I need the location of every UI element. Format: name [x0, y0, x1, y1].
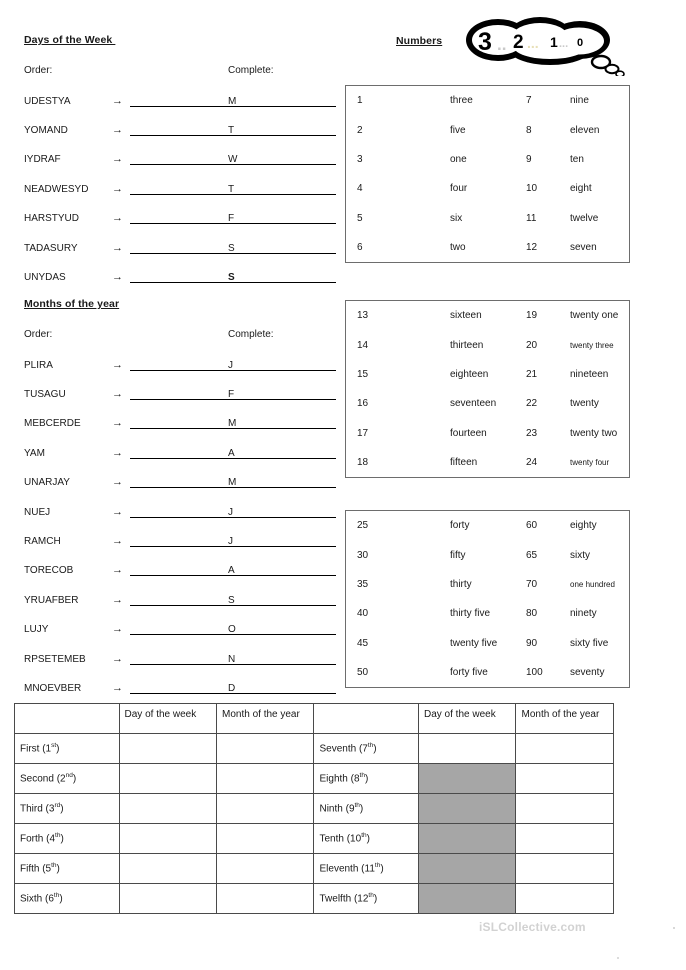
ordinal-answer-month-right[interactable] [516, 794, 614, 824]
ordinals-row [15, 824, 614, 854]
number-word-left: thirty five [450, 608, 491, 620]
month-answer-blank[interactable] [240, 477, 336, 488]
ordinal-answer-month-left[interactable] [217, 854, 314, 884]
ordinal-cell-shaded [419, 854, 516, 884]
number-index-left: 15 [357, 368, 369, 380]
month-answer-blank[interactable] [240, 389, 336, 400]
svg-text:...: ... [559, 38, 569, 50]
ordinal-answer-month-right[interactable] [516, 854, 614, 884]
day-answer-blank[interactable] [240, 184, 336, 195]
ordinals-row [15, 764, 614, 794]
arrow-right-icon: → [112, 358, 123, 371]
ordinals-header-month-of-year-left: Month of the year [217, 704, 314, 734]
number-word-left: thirteen [450, 339, 484, 351]
ordinal-answer-month-left[interactable] [217, 734, 314, 764]
day-row [228, 211, 336, 227]
ordinal-cell-shaded [419, 884, 516, 914]
number-table-row [346, 511, 629, 540]
ordinal-label-right: Twelfth (12th) [314, 884, 419, 914]
number-word-right: seven [570, 242, 597, 254]
day-initial-letter: S [228, 242, 235, 254]
islcollective-watermark: iSLCollective.com [479, 920, 586, 934]
month-scrambled-word: MNOEVBER [24, 682, 82, 694]
number-word-right: eight [570, 183, 592, 195]
ordinals-header-day-of-week-right: Day of the week [419, 704, 516, 734]
month-scrambled-word: RPSETEMEB [24, 653, 86, 665]
number-index-right: 65 [526, 549, 538, 561]
bubble-digit-0: 0 [577, 37, 584, 49]
month-initial-letter: O [228, 624, 236, 636]
day-row [228, 152, 336, 168]
month-row [228, 622, 336, 638]
day-scrambled-word: NEADWESYD [24, 183, 89, 195]
ordinal-answer-day-left[interactable] [119, 854, 216, 884]
month-answer-blank[interactable] [240, 507, 336, 518]
arrow-right-icon: → [112, 387, 123, 400]
arrow-right-icon: → [112, 212, 123, 225]
number-word-right: sixty five [570, 637, 609, 649]
number-word-right: eighty [570, 520, 597, 532]
ordinal-label-left: Sixth (6th) [15, 884, 120, 914]
number-index-right: 24 [526, 457, 538, 469]
numbers-table-25-to-100 [345, 510, 630, 688]
month-row [228, 445, 336, 461]
ordinal-cell-shaded [419, 794, 516, 824]
month-row [228, 680, 336, 696]
heading-months-of-the-year: Months of the year [24, 298, 120, 310]
arrow-right-icon: → [112, 182, 123, 195]
number-word-left: three [450, 95, 473, 107]
month-initial-letter: S [228, 594, 235, 606]
day-initial-letter: T [228, 183, 235, 195]
month-scrambled-word: YRUAFBER [24, 594, 79, 606]
month-answer-blank[interactable] [240, 536, 336, 547]
decorative-dot [617, 957, 619, 959]
ordinals-row [15, 854, 614, 884]
number-index-left: 30 [357, 549, 369, 561]
number-index-right: 11 [526, 212, 537, 224]
number-table-row [346, 360, 629, 389]
number-word-left: five [450, 124, 466, 136]
number-word-left: one [450, 153, 467, 165]
ordinal-cell-shaded [419, 824, 516, 854]
number-word-right: nineteen [570, 368, 609, 380]
number-word-left: fifty [450, 549, 466, 561]
month-scrambled-word: RAMCH [24, 535, 61, 547]
day-initial-letter: M [228, 95, 237, 107]
number-word-right: twelve [570, 212, 599, 224]
number-word-left: forty five [450, 667, 488, 679]
ordinal-label-right: Ninth (9th) [314, 794, 419, 824]
number-word-right: sixty [570, 549, 590, 561]
number-index-left: 50 [357, 667, 369, 679]
number-table-row [346, 115, 629, 144]
arrow-right-icon: → [112, 270, 123, 283]
number-index-right: 20 [526, 339, 538, 351]
arrow-right-icon: → [112, 446, 123, 459]
ordinal-answer-month-left[interactable] [217, 884, 314, 914]
number-word-right: twenty four [570, 458, 610, 468]
month-answer-blank[interactable] [240, 683, 336, 694]
number-word-right: ninety [570, 608, 597, 620]
number-word-right: nine [570, 95, 589, 107]
day-row [228, 122, 336, 138]
number-word-right: seventy [570, 667, 605, 679]
number-word-left: two [450, 242, 466, 254]
heading-numbers: Numbers [396, 35, 443, 47]
number-index-right: 9 [526, 153, 532, 165]
arrow-right-icon: → [112, 652, 123, 665]
day-initial-letter: W [228, 154, 238, 166]
ordinal-label-left: Fifth (5th) [15, 854, 120, 884]
day-initial-letter: F [228, 213, 235, 225]
ordinal-label-right: Tenth (10th) [314, 824, 419, 854]
number-index-left: 40 [357, 608, 369, 620]
month-answer-blank[interactable] [240, 360, 336, 371]
number-word-left: fifteen [450, 457, 478, 469]
ordinal-label-right: Eighth (8th) [314, 764, 419, 794]
arrow-right-icon: → [112, 505, 123, 518]
month-answer-blank[interactable] [240, 418, 336, 429]
day-answer-blank[interactable] [240, 154, 336, 165]
number-index-left: 6 [357, 242, 363, 254]
arrow-right-icon: → [112, 623, 123, 636]
arrow-right-icon: → [112, 534, 123, 547]
number-index-left: 13 [357, 310, 369, 322]
number-table-row [346, 419, 629, 448]
number-table-row [346, 389, 629, 418]
bubble-digit-3: 3 [478, 28, 492, 56]
day-row [228, 181, 336, 197]
day-scrambled-word: HARSTYUD [24, 213, 80, 225]
number-table-row [346, 540, 629, 569]
month-row [228, 475, 336, 491]
ordinals-table [14, 703, 614, 914]
number-index-right: 10 [526, 183, 538, 195]
ordinal-label-right: Eleventh (11th) [314, 854, 419, 884]
months-complete-label: Complete: [228, 329, 274, 340]
days-complete-label: Complete: [228, 65, 274, 76]
number-word-right: ten [570, 153, 584, 165]
number-index-right: 21 [526, 368, 538, 380]
day-scrambled-word: IYDRAF [24, 154, 61, 166]
number-word-right: twenty two [570, 427, 618, 439]
month-row [228, 563, 336, 579]
number-index-right: 19 [526, 310, 538, 322]
arrow-right-icon: → [112, 123, 123, 136]
ordinal-answer-month-right[interactable] [516, 884, 614, 914]
arrow-right-icon: → [112, 94, 123, 107]
number-index-left: 17 [357, 427, 369, 439]
month-scrambled-word: YAM [24, 447, 45, 459]
ordinal-answer-month-right[interactable] [516, 734, 614, 764]
number-table-row [346, 86, 629, 115]
number-table-row [346, 233, 629, 262]
number-table-row [346, 658, 629, 687]
arrow-right-icon: → [112, 564, 123, 577]
ordinal-answer-month-right[interactable] [516, 824, 614, 854]
day-row [228, 93, 336, 109]
day-scrambled-word: UNYDAS [24, 271, 66, 283]
number-table-row [346, 174, 629, 203]
ordinal-label-left: Second (2nd) [15, 764, 120, 794]
month-answer-blank[interactable] [240, 624, 336, 635]
arrow-right-icon: → [112, 241, 123, 254]
ordinals-row [15, 734, 614, 764]
month-row [228, 533, 336, 549]
month-answer-blank[interactable] [240, 654, 336, 665]
ordinal-label-left: Forth (4th) [15, 824, 120, 854]
month-initial-letter: F [228, 388, 235, 400]
ordinal-cell-shaded [419, 764, 516, 794]
number-word-left: six [450, 212, 463, 224]
ordinal-label-left: Third (3rd) [15, 794, 120, 824]
number-index-right: 22 [526, 398, 538, 410]
number-index-right: 100 [526, 667, 543, 679]
ordinal-answer-month-left[interactable] [217, 794, 314, 824]
ordinals-header-month-of-year-right: Month of the year [516, 704, 614, 734]
number-table-row [346, 330, 629, 359]
month-initial-letter: A [228, 447, 235, 459]
number-index-left: 14 [357, 339, 369, 351]
day-scrambled-word: TADASURY [24, 242, 78, 254]
heading-days-of-the-week: Days of the Week [24, 34, 116, 46]
month-initial-letter: J [228, 506, 233, 518]
number-table-row [346, 448, 629, 477]
month-initial-letter: J [228, 359, 233, 371]
ordinals-header-day-of-week-left: Day of the week [119, 704, 216, 734]
month-answer-blank[interactable] [240, 448, 336, 459]
number-word-right: twenty one [570, 310, 619, 322]
day-initial-letter: S [228, 271, 235, 283]
number-word-right: one hundred [570, 579, 615, 589]
day-initial-letter: T [228, 124, 235, 136]
number-index-right: 70 [526, 578, 538, 590]
number-word-left: twenty five [450, 637, 498, 649]
ordinal-answer-day-left[interactable] [119, 764, 216, 794]
number-table-row [346, 570, 629, 599]
number-index-left: 5 [357, 212, 363, 224]
ordinal-answer-month-right[interactable] [516, 764, 614, 794]
number-index-left: 3 [357, 153, 363, 165]
day-answer-blank[interactable] [240, 213, 336, 224]
number-word-right: twenty [570, 398, 599, 410]
arrow-right-icon: → [112, 417, 123, 430]
ordinal-answer-day-left[interactable] [119, 884, 216, 914]
month-row [228, 386, 336, 402]
month-answer-blank[interactable] [240, 565, 336, 576]
countdown-thought-bubble-icon [462, 14, 632, 76]
month-initial-letter: M [228, 477, 237, 489]
month-initial-letter: A [228, 565, 235, 577]
ordinal-answer-month-left[interactable] [217, 824, 314, 854]
number-index-right: 12 [526, 242, 538, 254]
month-scrambled-word: LUJY [24, 624, 49, 636]
ordinals-blank-header-right [314, 704, 419, 734]
month-initial-letter: N [228, 653, 236, 665]
number-table-row [346, 301, 629, 330]
number-word-left: thirty [450, 578, 472, 590]
arrow-right-icon: → [112, 153, 123, 166]
month-row [228, 651, 336, 667]
number-table-row [346, 204, 629, 233]
number-index-right: 8 [526, 124, 532, 136]
month-initial-letter: D [228, 682, 236, 694]
decorative-dot [673, 927, 675, 929]
month-scrambled-word: TUSAGU [24, 388, 66, 400]
number-index-right: 23 [526, 427, 538, 439]
days-order-label: Order: [24, 65, 53, 76]
numbers-table-13-to-24 [345, 300, 630, 478]
number-word-left: eighteen [450, 368, 489, 380]
number-word-right: twenty three [570, 340, 614, 350]
number-table-row [346, 145, 629, 174]
arrow-right-icon: → [112, 593, 123, 606]
ordinal-answer-day-right[interactable] [419, 734, 516, 764]
number-word-left: sixteen [450, 310, 482, 322]
arrow-right-icon: → [112, 681, 123, 694]
day-answer-blank[interactable] [240, 243, 336, 254]
day-row [228, 240, 336, 256]
ordinal-answer-day-left[interactable] [119, 794, 216, 824]
arrow-right-icon: → [112, 476, 123, 489]
ordinal-label-left: First (1st) [15, 734, 120, 764]
number-word-left: four [450, 183, 468, 195]
month-scrambled-word: UNARJAY [24, 477, 70, 489]
number-index-left: 25 [357, 520, 369, 532]
month-scrambled-word: PLIRA [24, 359, 53, 371]
month-answer-blank[interactable] [240, 595, 336, 606]
svg-text:...: ... [527, 35, 539, 51]
number-index-right: 60 [526, 520, 538, 532]
numbers-table-1-to-12 [345, 85, 630, 263]
day-scrambled-word: UDESTYA [24, 95, 71, 107]
number-index-left: 4 [357, 183, 363, 195]
number-word-left: fourteen [450, 427, 487, 439]
month-scrambled-word: NUEJ [24, 506, 51, 518]
day-row [228, 269, 336, 285]
ordinal-label-right: Seventh (7th) [314, 734, 419, 764]
month-row [228, 416, 336, 432]
day-answer-blank[interactable] [240, 125, 336, 136]
ordinals-header-row [15, 704, 614, 734]
number-index-right: 90 [526, 637, 538, 649]
number-word-left: seventeen [450, 398, 497, 410]
month-initial-letter: M [228, 418, 237, 430]
bubble-digit-1: 1 [550, 34, 558, 50]
number-table-row [346, 629, 629, 658]
number-index-right: 80 [526, 608, 538, 620]
month-scrambled-word: TORECOB [24, 565, 74, 577]
number-table-row [346, 599, 629, 628]
number-index-right: 7 [526, 95, 532, 107]
number-index-left: 45 [357, 637, 369, 649]
number-index-left: 16 [357, 398, 369, 410]
month-row [228, 357, 336, 373]
day-scrambled-word: YOMAND [24, 124, 68, 136]
ordinal-answer-day-left[interactable] [119, 734, 216, 764]
number-index-left: 18 [357, 457, 369, 469]
bubble-digit-2: 2 [513, 32, 524, 53]
ordinals-blank-header-left [15, 704, 120, 734]
number-word-left: forty [450, 520, 470, 532]
day-answer-blank[interactable] [240, 96, 336, 107]
ordinals-row [15, 884, 614, 914]
ordinal-answer-month-left[interactable] [217, 764, 314, 794]
ordinal-answer-day-left[interactable] [119, 824, 216, 854]
month-scrambled-word: MEBCERDE [24, 418, 81, 430]
month-row [228, 504, 336, 520]
day-answer-blank[interactable] [240, 272, 336, 283]
number-index-left: 1 [357, 95, 363, 107]
ordinals-row [15, 794, 614, 824]
number-index-left: 35 [357, 578, 369, 590]
month-row [228, 592, 336, 608]
month-initial-letter: J [228, 535, 233, 547]
svg-text:..: .. [497, 35, 507, 54]
months-order-label: Order: [24, 329, 53, 340]
number-index-left: 2 [357, 124, 363, 136]
number-word-right: eleven [570, 124, 600, 136]
